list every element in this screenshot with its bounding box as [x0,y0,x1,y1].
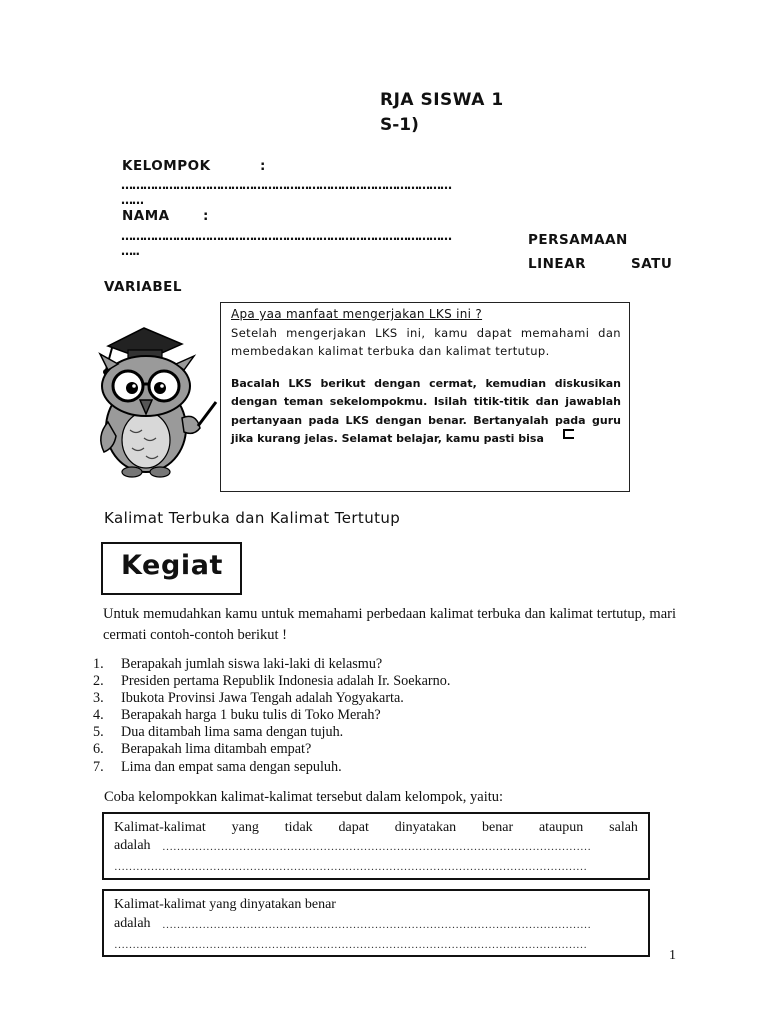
info-paragraph-instructions: Bacalah LKS berikut dengan cermat, kemudian diskusikan dengan teman sekelompokmu. Isilah titik-titik dan jawablah pertanyaan pada LKS dengan benar. Bertanyalah pada guru jika kurang jelas. Selamat belajar, kamu pasti bisa [231,377,621,445]
example-list [93,656,450,776]
answer-box1-line2[interactable]: ………………………………………………………………………………………………………………… [114,861,587,873]
list-item [93,741,450,758]
heading-word: yang [231,820,259,835]
heading-word: dinyatakan [394,820,457,835]
answer-box2-heading: Kalimat-kalimat yang dinyatakan benar [114,897,336,912]
answer-box1-adalah: adalah [114,838,151,853]
kegiatan-box [101,542,242,595]
list-item-text: Lima dan empat sama dengan sepuluh. [121,758,342,775]
info-question: Apa yaa manfaat mengerjakan LKS ini ? [231,307,483,321]
list-item-number: 2. [93,673,104,690]
list-item-number: 4. [93,707,104,724]
answer-box2-line2[interactable]: ………………………………………………………………………………………………………………… [114,939,587,951]
kelompok-dots-cont: …… [121,193,143,207]
kelompok-label: KELOMPOK [122,158,211,174]
heading-word: Kalimat-kalimat [114,820,206,835]
heading-word: salah [609,820,638,835]
list-item-number: 7. [93,758,104,775]
answer-box2-adalah: adalah [114,916,151,931]
topic-word-variabel: VARIABEL [104,279,182,295]
list-item-text: Ibukota Provinsi Jawa Tengah adalah Yogyakarta. [121,690,404,707]
list-item-text: Berapakah jumlah siswa laki-laki di kelasmu? [121,656,383,672]
grouping-instruction: Coba kelompokkan kalimat-kalimat tersebut dalam kelompok, yaitu: [104,789,504,805]
topic-word-linear: LINEAR [528,256,586,272]
answer-box1-heading [114,820,638,836]
section-heading: Kalimat Terbuka dan Kalimat Tertutup [104,509,401,527]
answer-box-not-determinable [102,812,650,880]
heading-word: benar [482,820,514,835]
list-item-number: 6. [93,741,104,758]
kelompok-colon: : [260,158,266,174]
page-number: 1 [669,948,676,963]
list-item-number: 3. [93,690,104,707]
heading-word: tidak [284,820,313,835]
list-item [93,707,450,724]
list-item-text: Berapakah lima ditambah empat? [121,741,312,758]
list-item-text: Presiden pertama Republik Indonesia adalah Ir. Soekarno. [121,673,451,690]
heading-word: ataupun [538,820,584,835]
list-item [93,690,450,707]
owl-teacher-illustration [94,318,219,483]
answer-box1-line1[interactable]: ……………………………………………………………………………………………………… [162,841,591,853]
list-item-text: Dua ditambah lima sama dengan tujuh. [121,724,344,741]
bracket-icon [563,429,574,439]
kegiatan-label: Kegiat [121,550,224,581]
worksheet-subtitle: S-1) [380,115,419,135]
topic-word-satu: SATU [631,256,673,272]
nama-dots-cont: ….. [121,244,140,258]
list-item-text: Berapakah harga 1 buku tulis di Toko Merah? [121,707,381,724]
worksheet-title: RJA SISWA 1 [380,90,504,110]
list-item [93,673,450,690]
list-item [93,724,450,741]
list-item [93,759,450,776]
topic-word-persamaan: PERSAMAAN [528,232,628,248]
answer-box2-line1[interactable]: ……………………………………………………………………………………………………… [162,919,591,931]
nama-colon: : [203,208,209,224]
info-paragraph-purpose: Setelah mengerjakan LKS ini, kamu dapat memahami dan membedakan kalimat terbuka dan kalimat tertutup. [231,326,621,358]
heading-word: dapat [338,820,369,835]
intro-paragraph: Untuk memudahkan kamu untuk memahami perbedaan kalimat terbuka dan kalimat tertutup, mari cermati contoh-contoh berikut ! [103,606,676,643]
nama-label: NAMA [122,208,170,224]
nama-dots[interactable]: ……………………………………………………………………………… [121,229,451,243]
owl-icon [94,318,219,483]
kelompok-dots[interactable]: ……………………………………………………………………………… [121,178,451,192]
list-item [93,656,450,673]
info-box [220,302,630,492]
list-item-number: 5. [93,724,104,741]
answer-box-true-statements [102,889,650,957]
list-item-number: 1. [93,656,104,672]
